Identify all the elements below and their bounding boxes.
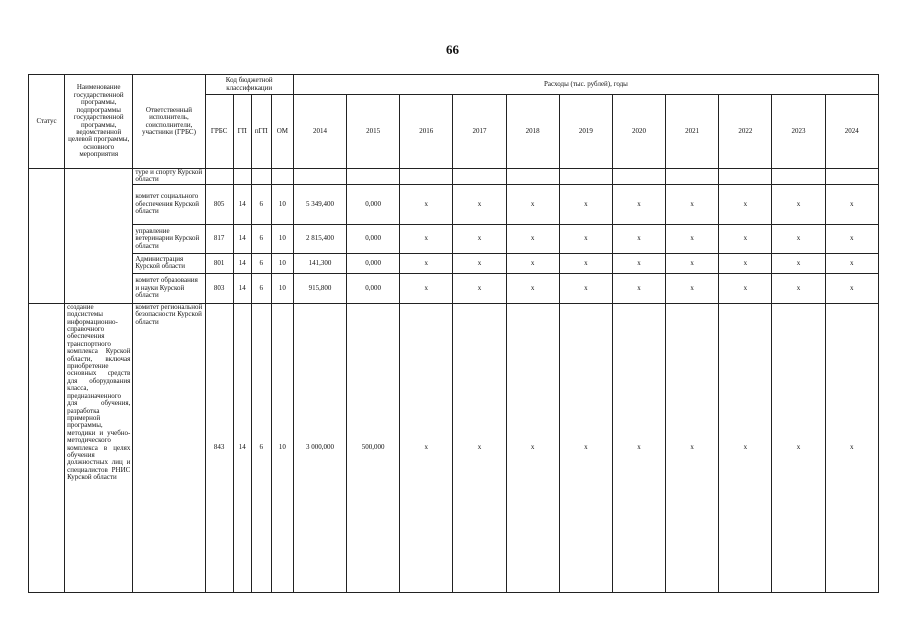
value-cell: 2 815,400	[293, 224, 346, 253]
value-cell: x	[719, 224, 772, 253]
value-cell: x	[612, 253, 665, 273]
code-cell: 6	[251, 184, 271, 224]
value-cell: x	[825, 273, 878, 303]
value-cell: x	[825, 224, 878, 253]
value-cell	[506, 169, 559, 185]
code-cell	[251, 169, 271, 185]
header-row-top	[29, 75, 879, 95]
value-cell: x	[559, 224, 612, 253]
header-year: 2021	[666, 95, 719, 169]
executor-cell: комитет образования и науки Курской области	[133, 273, 205, 303]
value-cell: x	[453, 273, 506, 303]
header-executor: Ответственный исполнитель, соисполнители, участники (ГРБС)	[133, 75, 205, 169]
table-row	[29, 224, 879, 253]
code-cell	[205, 169, 233, 185]
table-row	[29, 273, 879, 303]
value-cell	[825, 169, 878, 185]
value-cell: x	[506, 273, 559, 303]
code-cell: 6	[251, 273, 271, 303]
value-cell: x	[719, 184, 772, 224]
header-year: 2020	[612, 95, 665, 169]
value-cell	[400, 169, 453, 185]
table-row	[29, 184, 879, 224]
value-cell: x	[612, 303, 665, 592]
value-cell: x	[772, 253, 825, 273]
page-number: 66	[446, 42, 459, 57]
code-cell: 10	[271, 273, 293, 303]
code-cell: 805	[205, 184, 233, 224]
executor-cell: комитет региональной безопасности Курской области	[133, 303, 205, 592]
value-cell	[559, 169, 612, 185]
value-cell: x	[666, 273, 719, 303]
header-year: 2023	[772, 95, 825, 169]
value-cell: x	[772, 303, 825, 592]
code-cell: 10	[271, 303, 293, 592]
value-cell	[666, 169, 719, 185]
header-expenses: Расходы (тыс. рублей), годы	[293, 75, 878, 95]
value-cell: x	[825, 303, 878, 592]
table-row	[29, 303, 879, 592]
value-cell: 0,000	[347, 253, 400, 273]
code-cell: 14	[233, 273, 251, 303]
header-budget-code: Код бюджетной классификации	[205, 75, 293, 95]
header-status: Статус	[29, 75, 65, 169]
value-cell: x	[400, 273, 453, 303]
header-year: 2017	[453, 95, 506, 169]
executor-cell: управление ветеринарии Курской области	[133, 224, 205, 253]
executor-cell: Администрация Курской области	[133, 253, 205, 273]
value-cell: x	[400, 224, 453, 253]
value-cell: 915,800	[293, 273, 346, 303]
code-cell: 14	[233, 253, 251, 273]
header-code-gp: ГП	[233, 95, 251, 169]
status-cell	[29, 303, 65, 592]
code-cell: 803	[205, 273, 233, 303]
value-cell	[612, 169, 665, 185]
value-cell	[772, 169, 825, 185]
header-program-name: Наименование государственной программы, подпрограммы государственной программы, ведомственной целевой программы, основного мероприятия	[65, 75, 133, 169]
code-cell: 10	[271, 253, 293, 273]
executor-cell: комитет социального обеспечения Курской области	[133, 184, 205, 224]
value-cell: x	[612, 184, 665, 224]
value-cell: x	[453, 303, 506, 592]
code-cell: 6	[251, 303, 271, 592]
value-cell: x	[453, 253, 506, 273]
value-cell: x	[453, 184, 506, 224]
header-year: 2014	[293, 95, 346, 169]
value-cell: x	[719, 273, 772, 303]
header-year: 2016	[400, 95, 453, 169]
status-cell	[29, 169, 65, 304]
value-cell: x	[559, 303, 612, 592]
code-cell: 14	[233, 184, 251, 224]
code-cell: 6	[251, 253, 271, 273]
value-cell: x	[825, 184, 878, 224]
value-cell	[347, 169, 400, 185]
header-code-pgp: пГП	[251, 95, 271, 169]
value-cell: x	[666, 303, 719, 592]
value-cell	[453, 169, 506, 185]
value-cell: x	[400, 184, 453, 224]
header-year: 2019	[559, 95, 612, 169]
value-cell: x	[400, 303, 453, 592]
code-cell: 6	[251, 224, 271, 253]
code-cell: 801	[205, 253, 233, 273]
budget-table	[28, 74, 879, 593]
value-cell: x	[772, 184, 825, 224]
value-cell: x	[506, 253, 559, 273]
header-year: 2015	[347, 95, 400, 169]
program-cell: создание подсистемы информационно-справочного обеспечения транспортного комплекса Курской области, включая приобретение основных средств для оборудования класса, предназначенного для обучения, разработка примерной программы, методики и учебно-методического комплекса в целях обучения должностных лиц и специалистов РНИС Курской области	[65, 303, 133, 592]
value-cell: x	[666, 184, 719, 224]
value-cell	[719, 169, 772, 185]
value-cell: x	[612, 224, 665, 253]
value-cell: x	[559, 184, 612, 224]
value-cell: x	[772, 224, 825, 253]
code-cell: 10	[271, 224, 293, 253]
value-cell: 0,000	[347, 184, 400, 224]
value-cell: x	[612, 273, 665, 303]
code-cell: 843	[205, 303, 233, 592]
value-cell	[293, 169, 346, 185]
value-cell: x	[506, 303, 559, 592]
value-cell: x	[559, 253, 612, 273]
value-cell: x	[719, 303, 772, 592]
value-cell: 0,000	[347, 273, 400, 303]
program-cell	[65, 169, 133, 304]
code-cell	[271, 169, 293, 185]
code-cell: 14	[233, 224, 251, 253]
header-year: 2018	[506, 95, 559, 169]
header-code-om: ОМ	[271, 95, 293, 169]
value-cell: x	[559, 273, 612, 303]
value-cell: x	[506, 184, 559, 224]
value-cell: x	[506, 224, 559, 253]
table-row	[29, 169, 879, 185]
code-cell: 817	[205, 224, 233, 253]
value-cell: 500,000	[347, 303, 400, 592]
executor-cell: туре и спорту Курской области	[133, 169, 205, 185]
value-cell: 0,000	[347, 224, 400, 253]
value-cell: 141,300	[293, 253, 346, 273]
value-cell: x	[666, 224, 719, 253]
value-cell: 5 349,400	[293, 184, 346, 224]
code-cell: 14	[233, 303, 251, 592]
header-year: 2022	[719, 95, 772, 169]
value-cell: 3 000,000	[293, 303, 346, 592]
code-cell: 10	[271, 184, 293, 224]
header-code-grbs: ГРБС	[205, 95, 233, 169]
value-cell: x	[666, 253, 719, 273]
header-year: 2024	[825, 95, 878, 169]
value-cell: x	[400, 253, 453, 273]
value-cell: x	[719, 253, 772, 273]
code-cell	[233, 169, 251, 185]
value-cell: x	[825, 253, 878, 273]
value-cell: x	[453, 224, 506, 253]
value-cell: x	[772, 273, 825, 303]
table-row	[29, 253, 879, 273]
